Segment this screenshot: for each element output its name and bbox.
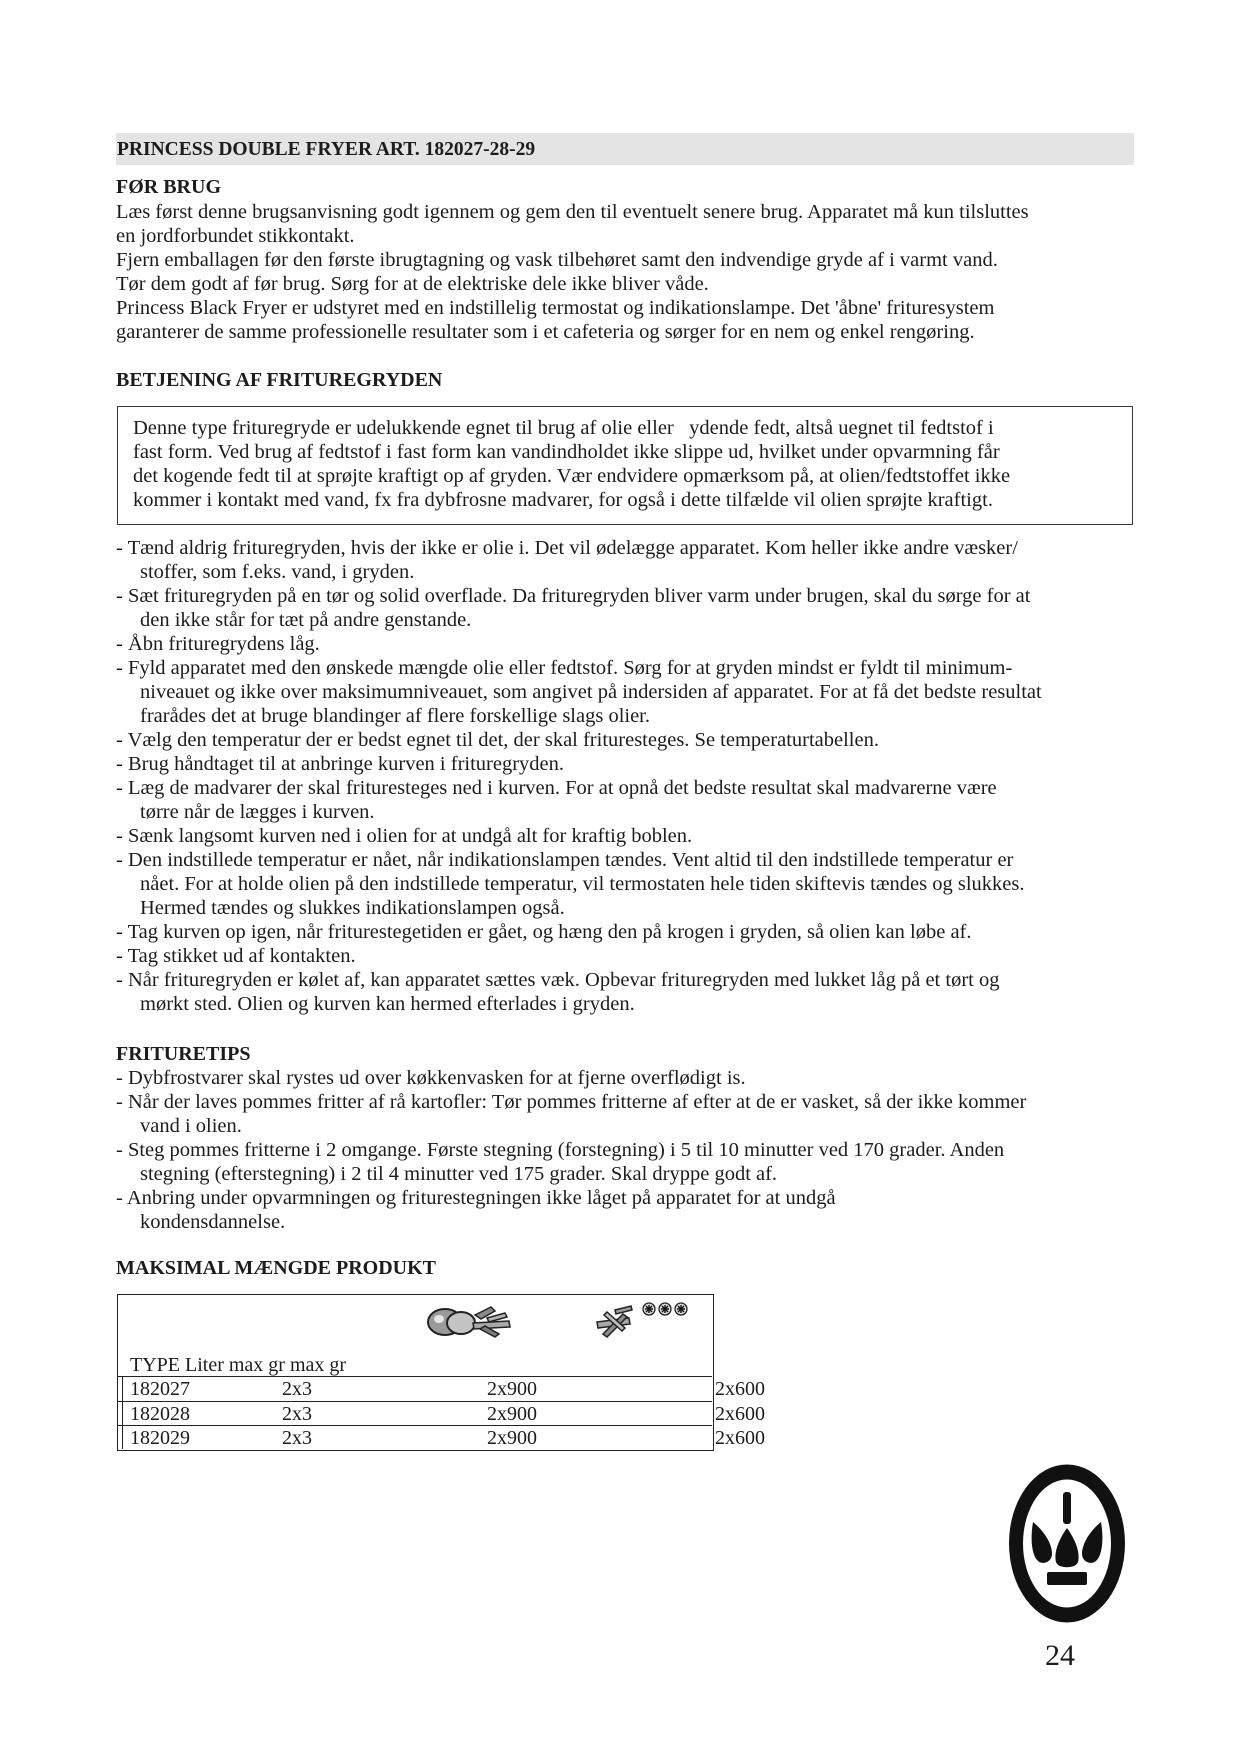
fresh-food-icon [425, 1301, 517, 1344]
list-item [116, 968, 1042, 1016]
table-cell-liter: 2x3 [282, 1403, 312, 1425]
for-brug-paragraph [116, 200, 1029, 344]
table-cell-max-gr: 2x900 [487, 1378, 537, 1400]
tip-line: - Når der laves pommes fritter af rå kartofler: Tør pommes fritterne af efter at de er vasket, så der ikke kommer [116, 1091, 1027, 1113]
step-line: - Læg de madvarer der skal frituresteges ned i kurven. For at opnå det bedste resultat skal madvarerne være [116, 777, 997, 799]
step-line: - Vælg den temperatur der er bedst egnet til det, der skal frituresteges. Se temperaturtabellen. [116, 729, 879, 751]
warning-line: kommer i kontakt med vand, fx fra dybfrosne madvarer, for også i dette tilfælde vil olien sprøjte kraftigt. [133, 489, 993, 511]
table-cell-max-gr: 2x600 [715, 1427, 765, 1449]
warning-box [117, 406, 1133, 525]
step-line: - Når frituregryden er kølet af, kan apparatet sættes væk. Opbevar frituregryden med lukket låg på et tørt og [116, 969, 1000, 991]
step-line: - Tag kurven op igen, når friturestegetiden er gået, og hæng den på krogen i gryden, så olien kan løbe af. [116, 921, 972, 943]
step-line: - Sænk langsomt kurven ned i olien for at undgå alt for kraftig boblen. [116, 825, 693, 847]
step-line: - Fyld apparatet med den ønskede mængde olie eller fedtstof. Sørg for at gryden mindst er fyldt til minimum- [116, 657, 1013, 679]
table-cell-max-gr: 2x900 [487, 1403, 537, 1425]
table-header: TYPE Liter max gr max gr [130, 1354, 347, 1376]
step-line: - Sæt frituregryden på en tør og solid overflade. Da frituregryden bliver varm under brugen, skal du sørge for at [116, 585, 1031, 607]
list-item [116, 848, 1042, 920]
table-row [118, 1425, 765, 1450]
step-line: niveauet og ikke over maksimumniveauet, som angivet på indersiden af apparatet. For at få det bedste resultat [140, 681, 1042, 703]
list-item [116, 536, 1042, 584]
paragraph-line: Læs først denne brugsanvisning godt igennem og gem den til eventuelt senere brug. Apparatet må kun tilsluttes [116, 201, 1029, 223]
list-item [116, 728, 1042, 752]
princess-crown-logo-icon [1007, 1462, 1127, 1630]
page-number: 24 [1045, 1639, 1075, 1672]
tip-line: vand i olien. [140, 1115, 242, 1137]
warning-line: fast form. Ved brug af fedtstof i fast form kan vandindholdet ikke slippe ud, hvilket under opvarmning får [133, 441, 1000, 463]
list-item [116, 944, 1042, 968]
paragraph-line: en jordforbundet stikkontakt. [116, 225, 355, 247]
step-line: - Den indstillede temperatur er nået, når indikationslampen tændes. Vent altid til den indstillede temperatur er [116, 849, 1014, 871]
tip-line: kondensdannelse. [140, 1211, 286, 1233]
tips-list [116, 1066, 1026, 1234]
table-row [118, 1376, 765, 1401]
document-title: PRINCESS DOUBLE FRYER ART. 182027-28-29 [116, 133, 1134, 165]
list-item [116, 1066, 1026, 1090]
step-line: tørre når de lægges i kurven. [140, 801, 375, 823]
list-item [116, 1138, 1026, 1186]
list-item [116, 776, 1042, 824]
list-item [116, 632, 1042, 656]
section-heading-for-brug: FØR BRUG [116, 176, 221, 198]
list-item [116, 584, 1042, 632]
table-cell-type: 182027 [130, 1378, 190, 1400]
step-line: nået. For at holde olien på den indstillede temperatur, vil termostaten hele tiden skiftevis tændes og slukkes. [140, 873, 1025, 895]
table-cell-max-gr: 2x600 [715, 1378, 765, 1400]
table-cell-liter: 2x3 [282, 1427, 312, 1449]
tip-line: - Dybfrostvarer skal rystes ud over køkkenvasken for at fjerne overflødigt is. [116, 1067, 746, 1089]
steps-list [116, 536, 1042, 1016]
table-cell-max-gr: 2x900 [487, 1427, 537, 1449]
list-item [116, 824, 1042, 848]
list-item [116, 920, 1042, 944]
paragraph-line: garanterer de samme professionelle resultater som i et cafeteria og sørger for en nem og enkel rengøring. [116, 321, 975, 343]
table-cell-type: 182028 [130, 1403, 190, 1425]
step-line: mørkt sted. Olien og kurven kan hermed efterlades i gryden. [140, 993, 635, 1015]
warning-line: det kogende fedt til at sprøjte kraftigt op af gryden. Vær endvidere opmærksom på, at olien/fedtstoffet ikke [133, 465, 1011, 487]
table-cell-type: 182029 [130, 1427, 190, 1449]
step-line: - Tænd aldrig frituregryden, hvis der ikke er olie i. Det vil ødelægge apparatet. Kom heller ikke andre væsker/ [116, 537, 1018, 559]
step-line: - Tag stikket ud af kontakten. [116, 945, 356, 967]
list-item [116, 1090, 1026, 1138]
step-line: frarådes det at bruge blandinger af flere forskellige slags olier. [140, 705, 651, 727]
tip-line: - Steg pommes fritterne i 2 omgange. Første stegning (forstegning) i 5 til 10 minutter ved 170 grader. Anden [116, 1139, 1005, 1161]
step-line: Hermed tændes og slukkes indikationslampen også. [140, 897, 565, 919]
table-cell-liter: 2x3 [282, 1378, 312, 1400]
paragraph-line: Fjern emballagen før den første ibrugtagning og vask tilbehøret samt den indvendige gryde af i varmt vand. [116, 249, 998, 271]
step-line: den ikke står for tæt på andre genstande. [140, 609, 472, 631]
list-item [116, 752, 1042, 776]
section-heading-maksimal: MAKSIMAL MÆNGDE PRODUKT [116, 1257, 436, 1279]
step-line: - Åbn frituregrydens låg. [116, 633, 320, 655]
tip-line: - Anbring under opvarmningen og friturestegningen ikke låget på apparatet for at undgå [116, 1187, 836, 1209]
list-item [116, 656, 1042, 728]
capacity-table [117, 1294, 765, 1451]
paragraph-line: Princess Black Fryer er udstyret med en indstillelig termostat og indikationslampe. Det 'åbne' frituresystem [116, 297, 995, 319]
step-line: stoffer, som f.eks. vand, i gryden. [140, 561, 415, 583]
paragraph-line: Tør dem godt af før brug. Sørg for at de elektriske dele ikke bliver våde. [116, 273, 709, 295]
table-row [118, 1401, 765, 1426]
frozen-food-icon [593, 1298, 695, 1345]
section-heading-betjening: BETJENING AF FRITUREGRYDEN [116, 369, 443, 391]
table-cell-max-gr: 2x600 [715, 1403, 765, 1425]
list-item [116, 1186, 1026, 1234]
warning-line: Denne type frituregryde er udelukkende egnet til brug af olie eller ydende fedt, altså uegnet til fedtstof i [133, 417, 994, 439]
tip-line: stegning (efterstegning) i 2 til 4 minutter ved 175 grader. Skal dryppe godt af. [140, 1163, 778, 1185]
step-line: - Brug håndtaget til at anbringe kurven i frituregryden. [116, 753, 565, 775]
section-heading-frituretips: FRITURETIPS [116, 1043, 251, 1065]
